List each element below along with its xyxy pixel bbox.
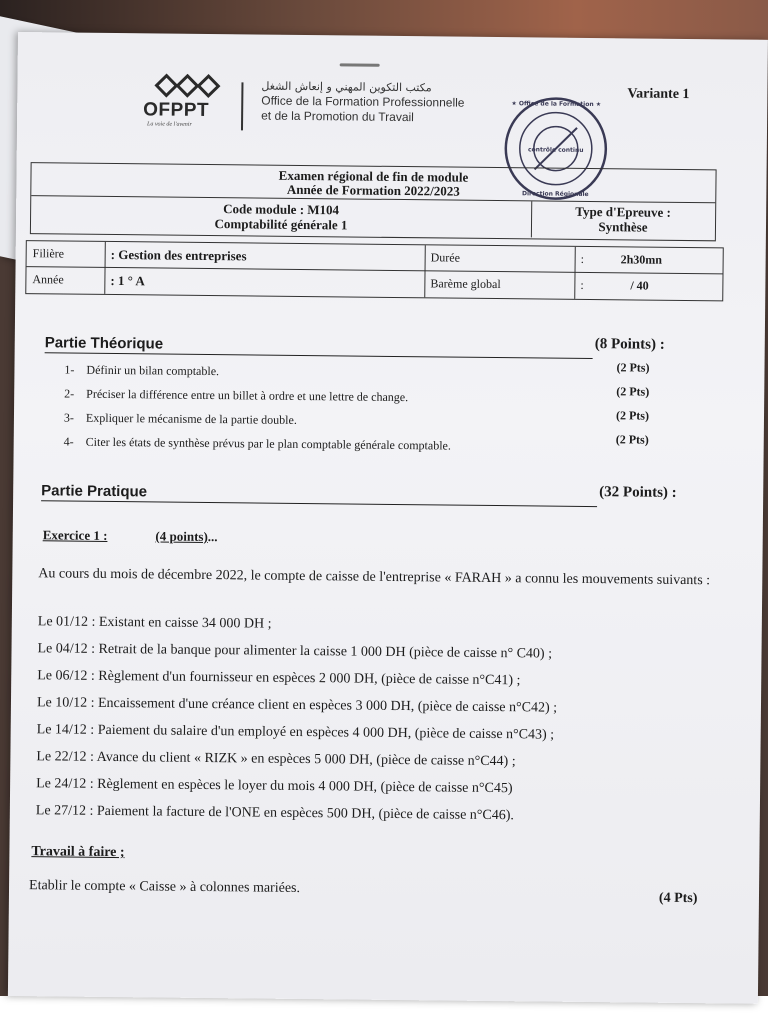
filiere-label: Filière [32,246,65,261]
exam-title: Examen régional de fin de module [278,167,469,185]
staple-mark [340,63,380,66]
question-text: Préciser la différence entre un billet à ordre et une lettre de change. [86,386,409,405]
ofppt-logo [143,73,234,128]
question-number: 1- [64,362,75,377]
question-points: (2 Pts) [615,432,649,447]
bareme-label: Barème global [430,276,501,292]
org-name-block [261,79,465,126]
operation-line: Le 04/12 : Retrait de la banque pour alimenter la caisse 1 000 DH (pièce de caisse n° C40) ; [37,641,553,662]
partie-theorique-rule [45,352,593,359]
org-name-line-2: et de la Promotion du Travail [261,108,414,125]
exercice-1-title [43,527,218,545]
filiere-value: : Gestion des entreprises [110,246,247,264]
travail-a-faire-title: Travail à faire ; [31,844,125,861]
question-2 [64,387,408,406]
svg-text:★ Office de la Formation ★: ★ Office de la Formation ★ [511,100,602,109]
exam-info-table [25,240,724,301]
question-points: (2 Pts) [616,360,650,375]
partie-pratique-title: Partie Pratique [41,482,148,501]
bareme-separator: : [580,277,584,292]
annee-label: Année [32,272,64,287]
partie-pratique-rule [41,500,597,507]
operation-line: Le 06/12 : Règlement d'un fournisseur en espèces 2 000 DH, (pièce de caisse n°C41) ; [37,668,521,689]
question-points: (2 Pts) [616,384,650,399]
module-cell [31,196,532,237]
question-text: Citer les états de synthèse prévus par le plan comptable générale comptable. [85,434,451,453]
operation-line: Le 10/12 : Encaissement d'une créance client en espèces 3 000 DH, (pièce de caisse n°C42) ; [36,695,558,716]
exam-type-label: Type d'Epreuve : [575,203,672,220]
operation-line: Le 14/12 : Paiement du salaire d'un employé en espèces 4 000 DH, (pièce de caisse n°C43) ; [36,722,555,743]
question-1 [64,363,219,380]
org-name-line-1: Office de la Formation Professionnelle [261,93,465,110]
question-text: Expliquer le mécanisme de la partie double. [85,410,297,427]
question-number: 2- [64,386,75,401]
exercice-dots: ... [207,529,218,545]
duree-separator: : [580,251,585,266]
operation-line: Le 27/12 : Paiement la facture de l'ONE en espèces 500 DH, (pièce de caisse n°C46). [35,803,515,824]
exam-type-cell [531,201,715,239]
question-number: 3- [63,410,75,425]
svg-text:contrôle continu: contrôle continu [527,146,584,154]
question-points: (2 Pts) [615,408,650,423]
exercice-label: Exercice 1 : [42,527,108,543]
exercice-points: (4 points) [155,528,208,545]
partie-theorique-title: Partie Théorique [44,334,164,353]
exam-year: Année de Formation 2022/2023 [286,181,460,199]
bareme-value: / 40 [630,278,649,293]
exam-header-box [30,162,717,241]
exam-type-value: Synthèse [598,219,648,235]
svg-text:Direction Régionale: Direction Régionale [521,190,589,198]
question-number: 4- [63,434,74,449]
operation-line: Le 22/12 : Avance du client « RIZK » en espèces 5 000 DH, (pièce de caisse n°C44) ; [36,749,516,770]
module-code: Code module : M104 [223,201,340,218]
header-divider [241,82,244,130]
travail-a-faire-text: Etablir le compte « Caisse » à colonnes mariées. [28,878,301,896]
question-3 [64,411,297,428]
question-4 [64,435,451,454]
partie-pratique-points: (32 Points) : [599,484,677,501]
partie-theorique-points: (8 Points) : [594,336,665,353]
ofppt-logo-icon [153,73,221,100]
module-name: Comptabilité générale 1 [214,216,348,233]
operation-line: Le 01/12 : Existant en caisse 34 000 DH ; [37,614,272,632]
duree-label: Durée [430,250,461,265]
logo-name: OFPPT [143,99,210,122]
org-name-arabic: مكتب التكوين المهني و إنعاش الشغل [261,79,432,95]
duree-value: 2h30mn [620,252,663,267]
travail-a-faire-points: (4 Pts) [658,890,698,907]
variante-label: Variante 1 [627,86,690,103]
operation-line: Le 24/12 : Règlement en espèces le loyer du mois 4 000 DH, (pièce de caisse n°C45) [36,776,513,797]
exercice-intro: Au cours du mois de décembre 2022, le compte de caisse de l'entreprise « FARAH » a connu les mouvements suivants : [38,566,711,589]
exam-paper [8,32,768,1004]
question-text: Définir un bilan comptable. [86,362,220,379]
logo-tagline: La voie de l'avenir [147,121,192,128]
annee-value: : 1 ° A [110,272,145,289]
